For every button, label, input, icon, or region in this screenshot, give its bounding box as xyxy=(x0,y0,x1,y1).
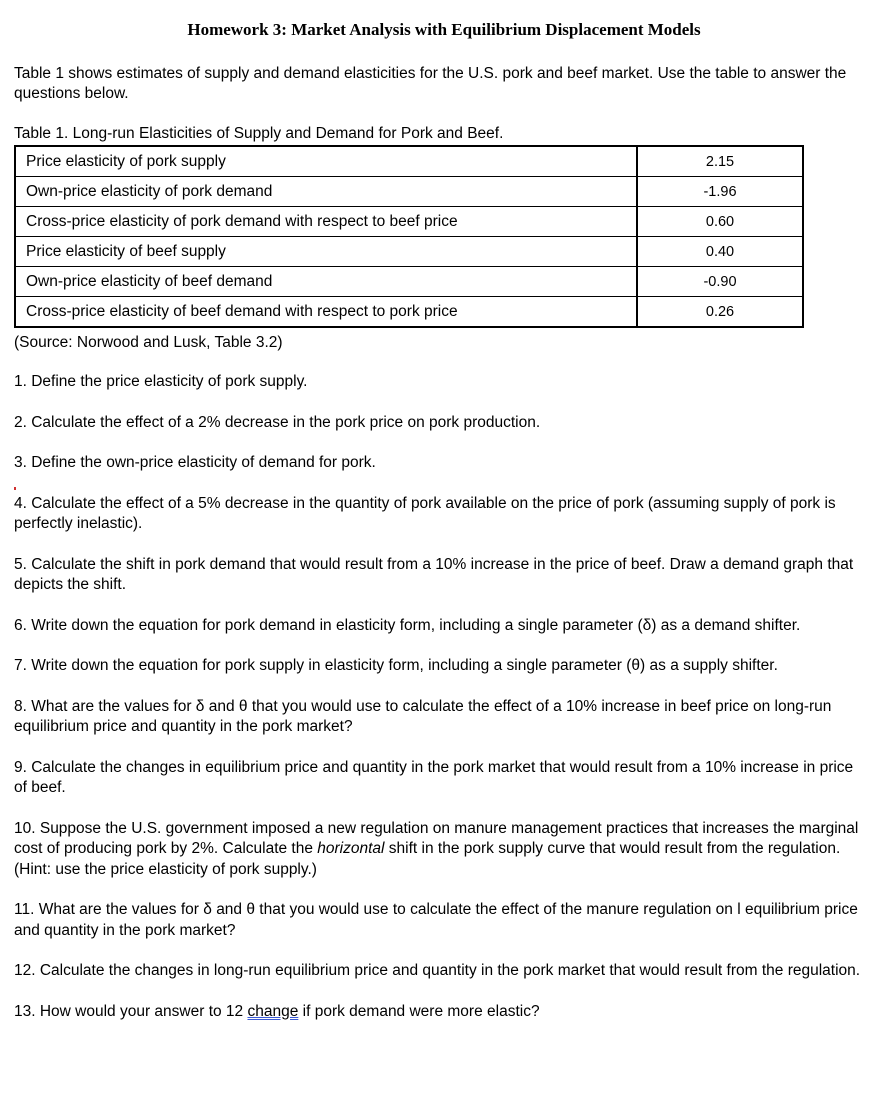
question-12: 12. Calculate the changes in long-run equilibrium price and quantity in the pork market that would result from the regulation. xyxy=(14,962,861,979)
table-row xyxy=(15,207,803,237)
question-list xyxy=(14,372,866,1042)
question-5: 5. Calculate the shift in pork demand that would result from a 10% increase in the price of beef. Draw a demand graph that depicts the shift. xyxy=(14,555,854,593)
row-value: -0.90 xyxy=(637,267,803,297)
question-8: 8. What are the values for δ and θ that you would use to calculate the effect of a 10% increase in beef price on long-run equilibrium price and quantity in the pork market? xyxy=(14,697,832,735)
question-7: 7. Write down the equation for pork supply in elasticity form, including a single parameter (θ) as a supply shifter. xyxy=(14,657,778,674)
row-label: Cross-price elasticity of pork demand with respect to beef price xyxy=(15,207,637,237)
elasticity-table xyxy=(14,145,804,328)
question-13-part: if pork demand were more elastic? xyxy=(298,1002,540,1020)
row-value: 0.26 xyxy=(637,297,803,328)
question-4: 4. Calculate the effect of a 5% decrease in the quantity of pork available on the price of pork (assuming supply of pork is perfectly inelastic). xyxy=(14,494,836,532)
table-row xyxy=(15,297,803,328)
row-value: -1.96 xyxy=(637,177,803,207)
question-9: 9. Calculate the changes in equilibrium price and quantity in the pork market that would result from a 10% increase in price of beef. xyxy=(14,758,854,796)
question-13-part: 13. How would your answer to 12 xyxy=(14,1002,248,1020)
question-6: 6. Write down the equation for pork demand in elasticity form, including a single parameter (δ) as a demand shifter. xyxy=(14,616,801,634)
row-value: 2.15 xyxy=(637,146,803,177)
row-label: Own-price elasticity of beef demand xyxy=(15,267,637,297)
question-10 xyxy=(14,819,866,881)
table-row xyxy=(15,177,803,207)
row-label: Price elasticity of pork supply xyxy=(15,146,637,177)
question-3: 3. Define the own-price elasticity of demand for pork. xyxy=(14,454,376,471)
question-2: 2. Calculate the effect of a 2% decrease in the pork price on pork production. xyxy=(14,413,541,431)
table-row xyxy=(15,146,803,177)
table-source: (Source: Norwood and Lusk, Table 3.2) xyxy=(14,334,283,351)
question-10-part: 10. Suppose the U.S. government imposed a new regulation on manure management practices that increases the marginal cost of producing pork by 2%. Calculate the xyxy=(14,819,859,857)
row-label: Price elasticity of beef supply xyxy=(15,237,637,267)
row-value: 0.40 xyxy=(637,237,803,267)
question-10-emphasis: horizontal xyxy=(317,840,385,857)
table-caption: Table 1. Long-run Elasticities of Supply and Demand for Pork and Beef. xyxy=(14,125,504,142)
table-row xyxy=(15,267,803,297)
row-label: Own-price elasticity of pork demand xyxy=(15,177,637,207)
question-11: 11. What are the values for δ and θ that you would use to calculate the effect of the manure regulation on l equilibrium price and quantity in the pork market? xyxy=(14,901,858,939)
question-13 xyxy=(14,1002,866,1023)
question-10-part: shift in the pork supply curve that would result from the regulation. (Hint: use the price elasticity of pork supply.) xyxy=(14,840,841,878)
page-title: Homework 3: Market Analysis with Equilibrium Displacement Models xyxy=(187,20,701,39)
table-row xyxy=(15,237,803,267)
question-1: 1. Define the price elasticity of pork supply. xyxy=(14,373,308,390)
spellcheck-underlined-word: change xyxy=(247,1002,299,1020)
row-value: 0.60 xyxy=(637,207,803,237)
intro-paragraph: Table 1 shows estimates of supply and demand elasticities for the U.S. pork and beef market. Use the table to answer the questions below. xyxy=(14,65,847,102)
row-label: Cross-price elasticity of beef demand with respect to pork price xyxy=(15,297,637,328)
